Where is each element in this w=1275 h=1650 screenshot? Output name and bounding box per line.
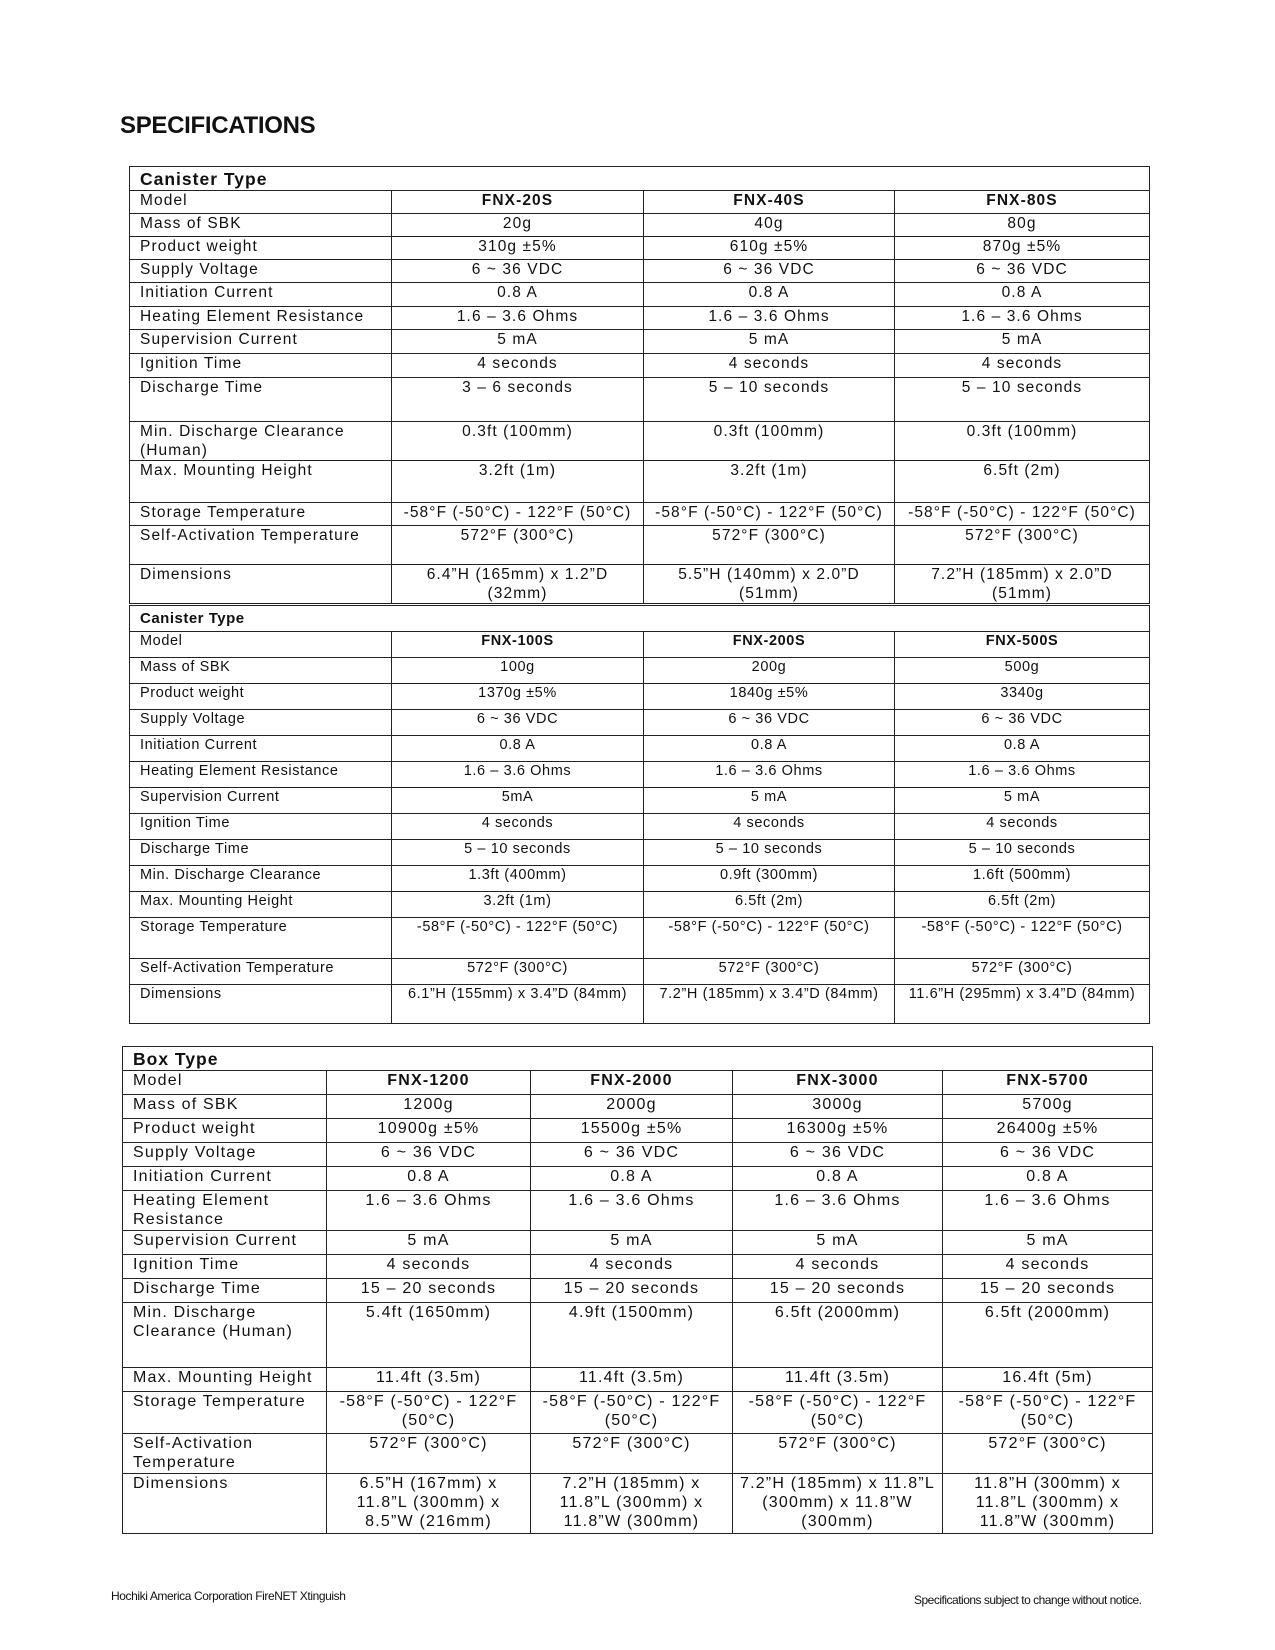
spec-value: 16300g ±5% xyxy=(733,1119,943,1143)
table-row xyxy=(130,788,1150,814)
canister-spec-table-1 xyxy=(129,166,1150,604)
spec-label: Min. Discharge Clearance (Human) xyxy=(130,422,392,461)
spec-value: 310g ±5% xyxy=(392,237,644,260)
spec-value: 572°F (300°C) xyxy=(327,1434,531,1474)
spec-value: 5 mA xyxy=(644,788,895,814)
spec-value: 870g ±5% xyxy=(895,237,1150,260)
spec-value: 5.4ft (1650mm) xyxy=(327,1303,531,1368)
spec-value: 0.8 A xyxy=(327,1167,531,1191)
spec-value: 0.3ft (100mm) xyxy=(895,422,1150,461)
spec-label: Discharge Time xyxy=(130,378,392,422)
spec-value: 0.8 A xyxy=(531,1167,733,1191)
spec-value: 5 mA xyxy=(327,1231,531,1255)
spec-label: Discharge Time xyxy=(123,1279,327,1303)
model-name: FNX-1200 xyxy=(327,1071,531,1095)
spec-value: 0.8 A xyxy=(733,1167,943,1191)
table-row xyxy=(130,736,1150,762)
spec-value: 26400g ±5% xyxy=(943,1119,1153,1143)
spec-value: 5 mA xyxy=(644,330,895,354)
spec-value: 0.8 A xyxy=(644,283,895,307)
model-header-row xyxy=(130,632,1150,658)
spec-label: Supply Voltage xyxy=(130,710,392,736)
model-name: FNX-20S xyxy=(392,191,644,214)
spec-value: 3340g xyxy=(895,684,1150,710)
spec-label: Heating Element Resistance xyxy=(123,1191,327,1231)
spec-label: Initiation Current xyxy=(130,736,392,762)
spec-value: 1.6 – 3.6 Ohms xyxy=(644,762,895,788)
spec-value: 6.5ft (2m) xyxy=(895,461,1150,503)
spec-value: 572°F (300°C) xyxy=(392,526,644,565)
table-row xyxy=(123,1143,1153,1167)
spec-value: 3.2ft (1m) xyxy=(392,892,644,918)
spec-value: 15 – 20 seconds xyxy=(531,1279,733,1303)
spec-value: 11.4ft (3.5m) xyxy=(327,1368,531,1392)
spec-value: -58°F (-50°C) - 122°F (50°C) xyxy=(644,503,895,526)
table-row xyxy=(123,1231,1153,1255)
spec-value: -58°F (-50°C) - 122°F (50°C) xyxy=(733,1392,943,1434)
spec-value: -58°F (-50°C) - 122°F (50°C) xyxy=(943,1392,1153,1434)
spec-value: 4 seconds xyxy=(895,354,1150,378)
spec-value: 572°F (300°C) xyxy=(943,1434,1153,1474)
spec-value: 0.3ft (100mm) xyxy=(392,422,644,461)
spec-value: 5 mA xyxy=(392,330,644,354)
spec-value: 200g xyxy=(644,658,895,684)
spec-value: 4 seconds xyxy=(531,1255,733,1279)
spec-value: 5 mA xyxy=(733,1231,943,1255)
spec-label: Min. Discharge Clearance (Human) xyxy=(123,1303,327,1368)
spec-value: 7.2”H (185mm) x 3.4”D (84mm) xyxy=(644,985,895,1024)
model-name: FNX-3000 xyxy=(733,1071,943,1095)
table-row xyxy=(130,840,1150,866)
table-row xyxy=(123,1191,1153,1231)
spec-value: 6 ~ 36 VDC xyxy=(733,1143,943,1167)
spec-value: 500g xyxy=(895,658,1150,684)
spec-value: 7.2”H (185mm) x 2.0”D (51mm) xyxy=(895,565,1150,604)
table-row xyxy=(130,307,1150,330)
spec-label: Mass of SBK xyxy=(130,214,392,237)
spec-value: 572°F (300°C) xyxy=(644,959,895,985)
spec-label: Heating Element Resistance xyxy=(130,762,392,788)
spec-value: 11.4ft (3.5m) xyxy=(733,1368,943,1392)
table-row xyxy=(130,461,1150,503)
table-title: Canister Type xyxy=(130,606,1150,632)
table-row xyxy=(123,1279,1153,1303)
spec-value: 1840g ±5% xyxy=(644,684,895,710)
spec-label: Supply Voltage xyxy=(123,1143,327,1167)
spec-value: -58°F (-50°C) - 122°F (50°C) xyxy=(392,918,644,959)
spec-value: -58°F (-50°C) - 122°F (50°C) xyxy=(327,1392,531,1434)
spec-label: Product weight xyxy=(130,237,392,260)
spec-value: 1.6 – 3.6 Ohms xyxy=(644,307,895,330)
spec-value: 1200g xyxy=(327,1095,531,1119)
spec-value: 610g ±5% xyxy=(644,237,895,260)
spec-value: 6.5ft (2000mm) xyxy=(733,1303,943,1368)
table-row xyxy=(130,422,1150,461)
spec-label: Dimensions xyxy=(123,1474,327,1534)
model-name: FNX-100S xyxy=(392,632,644,658)
table-row xyxy=(123,1368,1153,1392)
spec-value: 3.2ft (1m) xyxy=(644,461,895,503)
spec-value: 572°F (300°C) xyxy=(895,526,1150,565)
spec-value: 2000g xyxy=(531,1095,733,1119)
table-row xyxy=(130,985,1150,1024)
table-row xyxy=(123,1392,1153,1434)
spec-value: 1.6ft (500mm) xyxy=(895,866,1150,892)
spec-value: 4 seconds xyxy=(895,814,1150,840)
spec-value: 6 ~ 36 VDC xyxy=(895,710,1150,736)
spec-label: Max. Mounting Height xyxy=(130,461,392,503)
spec-label: Max. Mounting Height xyxy=(123,1368,327,1392)
spec-value: 5 – 10 seconds xyxy=(895,378,1150,422)
spec-value: 80g xyxy=(895,214,1150,237)
spec-label: Self-Activation Temperature xyxy=(123,1434,327,1474)
spec-value: 20g xyxy=(392,214,644,237)
table-row xyxy=(123,1119,1153,1143)
table-row xyxy=(130,503,1150,526)
table-row xyxy=(123,1095,1153,1119)
spec-value: 6 ~ 36 VDC xyxy=(644,710,895,736)
spec-value: 5700g xyxy=(943,1095,1153,1119)
spec-value: 1370g ±5% xyxy=(392,684,644,710)
spec-value: 11.8”H (300mm) x 11.8”L (300mm) x 11.8”W (300mm) xyxy=(943,1474,1153,1534)
spec-value: 6 ~ 36 VDC xyxy=(327,1143,531,1167)
spec-value: 572°F (300°C) xyxy=(644,526,895,565)
box-spec-table xyxy=(122,1046,1153,1534)
spec-value: -58°F (-50°C) - 122°F (50°C) xyxy=(644,918,895,959)
spec-value: 572°F (300°C) xyxy=(733,1434,943,1474)
spec-value: 6.5ft (2000mm) xyxy=(943,1303,1153,1368)
page-title: SPECIFICATIONS xyxy=(120,112,316,139)
spec-value: 4 seconds xyxy=(392,814,644,840)
spec-value: 1.6 – 3.6 Ohms xyxy=(895,307,1150,330)
table-row xyxy=(130,354,1150,378)
table-row xyxy=(130,658,1150,684)
spec-label: Product weight xyxy=(123,1119,327,1143)
spec-value: 7.2”H (185mm) x 11.8”L (300mm) x 11.8”W (300mm) xyxy=(733,1474,943,1534)
spec-value: 11.6”H (295mm) x 3.4”D (84mm) xyxy=(895,985,1150,1024)
spec-value: 1.6 – 3.6 Ohms xyxy=(531,1191,733,1231)
spec-value: 7.2”H (185mm) x 11.8”L (300mm) x 11.8”W (300mm) xyxy=(531,1474,733,1534)
spec-value: 16.4ft (5m) xyxy=(943,1368,1153,1392)
spec-value: 3 – 6 seconds xyxy=(392,378,644,422)
model-name: FNX-2000 xyxy=(531,1071,733,1095)
spec-value: 4 seconds xyxy=(943,1255,1153,1279)
spec-value: 3000g xyxy=(733,1095,943,1119)
table-title: Canister Type xyxy=(130,167,1150,191)
spec-value: 1.6 – 3.6 Ohms xyxy=(392,307,644,330)
spec-value: 15 – 20 seconds xyxy=(943,1279,1153,1303)
table-row xyxy=(130,762,1150,788)
spec-value: 0.8 A xyxy=(895,736,1150,762)
spec-value: 15500g ±5% xyxy=(531,1119,733,1143)
spec-label: Ignition Time xyxy=(130,354,392,378)
spec-label: Storage Temperature xyxy=(130,503,392,526)
spec-value: 5 mA xyxy=(943,1231,1153,1255)
table-row xyxy=(130,330,1150,354)
table-row xyxy=(123,1303,1153,1368)
spec-value: 572°F (300°C) xyxy=(531,1434,733,1474)
spec-value: 6 ~ 36 VDC xyxy=(392,260,644,283)
table-row xyxy=(130,918,1150,959)
model-name: FNX-5700 xyxy=(943,1071,1153,1095)
spec-label: Supervision Current xyxy=(130,788,392,814)
model-name: FNX-80S xyxy=(895,191,1150,214)
spec-value: 4.9ft (1500mm) xyxy=(531,1303,733,1368)
spec-label: Ignition Time xyxy=(123,1255,327,1279)
table-row xyxy=(130,866,1150,892)
spec-value: 6.1”H (155mm) x 3.4”D (84mm) xyxy=(392,985,644,1024)
table-row xyxy=(123,1255,1153,1279)
spec-label: Initiation Current xyxy=(123,1167,327,1191)
spec-value: -58°F (-50°C) - 122°F (50°C) xyxy=(531,1392,733,1434)
spec-label: Dimensions xyxy=(130,565,392,604)
model-name: FNX-500S xyxy=(895,632,1150,658)
spec-value: 5 – 10 seconds xyxy=(392,840,644,866)
spec-value: -58°F (-50°C) - 122°F (50°C) xyxy=(392,503,644,526)
spec-value: 4 seconds xyxy=(644,814,895,840)
table-row xyxy=(130,214,1150,237)
spec-value: 1.6 – 3.6 Ohms xyxy=(895,762,1150,788)
spec-value: 6 ~ 36 VDC xyxy=(644,260,895,283)
spec-value: 10900g ±5% xyxy=(327,1119,531,1143)
table-row xyxy=(130,814,1150,840)
model-header-row xyxy=(130,191,1150,214)
spec-value: 40g xyxy=(644,214,895,237)
spec-label: Mass of SBK xyxy=(130,658,392,684)
spec-value: 5 – 10 seconds xyxy=(644,378,895,422)
table-row xyxy=(130,684,1150,710)
spec-label: Model xyxy=(130,632,392,658)
table-title-row xyxy=(123,1047,1153,1071)
spec-value: 4 seconds xyxy=(392,354,644,378)
spec-value: 6.5”H (167mm) x 11.8”L (300mm) x 8.5”W (216mm) xyxy=(327,1474,531,1534)
model-name: FNX-40S xyxy=(644,191,895,214)
spec-value: 0.8 A xyxy=(392,736,644,762)
spec-value: 5 – 10 seconds xyxy=(895,840,1150,866)
spec-value: -58°F (-50°C) - 122°F (50°C) xyxy=(895,918,1150,959)
spec-value: 572°F (300°C) xyxy=(895,959,1150,985)
spec-value: 6.5ft (2m) xyxy=(644,892,895,918)
table-title-row xyxy=(130,167,1150,191)
spec-label: Product weight xyxy=(130,684,392,710)
spec-value: 15 – 20 seconds xyxy=(327,1279,531,1303)
table-row xyxy=(130,710,1150,736)
spec-label: Self-Activation Temperature xyxy=(130,959,392,985)
spec-value: 4 seconds xyxy=(733,1255,943,1279)
spec-label: Discharge Time xyxy=(130,840,392,866)
spec-label: Max. Mounting Height xyxy=(130,892,392,918)
spec-value: 0.8 A xyxy=(392,283,644,307)
spec-label: Mass of SBK xyxy=(123,1095,327,1119)
table-title: Box Type xyxy=(123,1047,1153,1071)
spec-value: 100g xyxy=(392,658,644,684)
spec-value: 11.4ft (3.5m) xyxy=(531,1368,733,1392)
table-row xyxy=(130,565,1150,604)
spec-value: 5mA xyxy=(392,788,644,814)
spec-label: Storage Temperature xyxy=(130,918,392,959)
table-row xyxy=(123,1434,1153,1474)
spec-value: 6.4”H (165mm) x 1.2”D (32mm) xyxy=(392,565,644,604)
spec-label: Initiation Current xyxy=(130,283,392,307)
table-row xyxy=(130,526,1150,565)
spec-value: 6 ~ 36 VDC xyxy=(895,260,1150,283)
model-name: FNX-200S xyxy=(644,632,895,658)
footer-company: Hochiki America Corporation FireNET Xtinguish xyxy=(111,1589,346,1603)
spec-value: 6 ~ 36 VDC xyxy=(392,710,644,736)
canister-spec-table-2 xyxy=(129,605,1150,1024)
table-row xyxy=(130,892,1150,918)
spec-value: 3.2ft (1m) xyxy=(392,461,644,503)
spec-label: Ignition Time xyxy=(130,814,392,840)
spec-label: Supervision Current xyxy=(130,330,392,354)
spec-label: Supervision Current xyxy=(123,1231,327,1255)
spec-value: 0.3ft (100mm) xyxy=(644,422,895,461)
spec-value: 5 mA xyxy=(895,330,1150,354)
spec-value: 1.6 – 3.6 Ohms xyxy=(392,762,644,788)
model-header-row xyxy=(123,1071,1153,1095)
spec-value: 0.8 A xyxy=(943,1167,1153,1191)
spec-value: 6 ~ 36 VDC xyxy=(943,1143,1153,1167)
table-row xyxy=(123,1474,1153,1534)
table-row xyxy=(130,260,1150,283)
table-row xyxy=(130,959,1150,985)
spec-label: Dimensions xyxy=(130,985,392,1024)
spec-label: Supply Voltage xyxy=(130,260,392,283)
table-title-row xyxy=(130,606,1150,632)
spec-value: 1.6 – 3.6 Ohms xyxy=(327,1191,531,1231)
spec-value: 0.9ft (300mm) xyxy=(644,866,895,892)
spec-label: Storage Temperature xyxy=(123,1392,327,1434)
footer-disclaimer: Specifications subject to change without notice. xyxy=(914,1593,1142,1607)
spec-label: Min. Discharge Clearance xyxy=(130,866,392,892)
spec-value: 1.6 – 3.6 Ohms xyxy=(733,1191,943,1231)
spec-value: 4 seconds xyxy=(327,1255,531,1279)
table-row xyxy=(130,283,1150,307)
spec-value: 5.5”H (140mm) x 2.0”D (51mm) xyxy=(644,565,895,604)
spec-value: 4 seconds xyxy=(644,354,895,378)
spec-value: 1.6 – 3.6 Ohms xyxy=(943,1191,1153,1231)
spec-label: Heating Element Resistance xyxy=(130,307,392,330)
spec-value: -58°F (-50°C) - 122°F (50°C) xyxy=(895,503,1150,526)
spec-value: 6 ~ 36 VDC xyxy=(531,1143,733,1167)
spec-label: Self-Activation Temperature xyxy=(130,526,392,565)
spec-value: 15 – 20 seconds xyxy=(733,1279,943,1303)
table-row xyxy=(130,378,1150,422)
spec-label: Model xyxy=(123,1071,327,1095)
spec-value: 5 – 10 seconds xyxy=(644,840,895,866)
spec-value: 5 mA xyxy=(895,788,1150,814)
spec-label: Model xyxy=(130,191,392,214)
table-row xyxy=(123,1167,1153,1191)
spec-value: 0.8 A xyxy=(895,283,1150,307)
spec-value: 6.5ft (2m) xyxy=(895,892,1150,918)
spec-value: 5 mA xyxy=(531,1231,733,1255)
spec-value: 0.8 A xyxy=(644,736,895,762)
spec-value: 572°F (300°C) xyxy=(392,959,644,985)
spec-value: 1.3ft (400mm) xyxy=(392,866,644,892)
table-row xyxy=(130,237,1150,260)
